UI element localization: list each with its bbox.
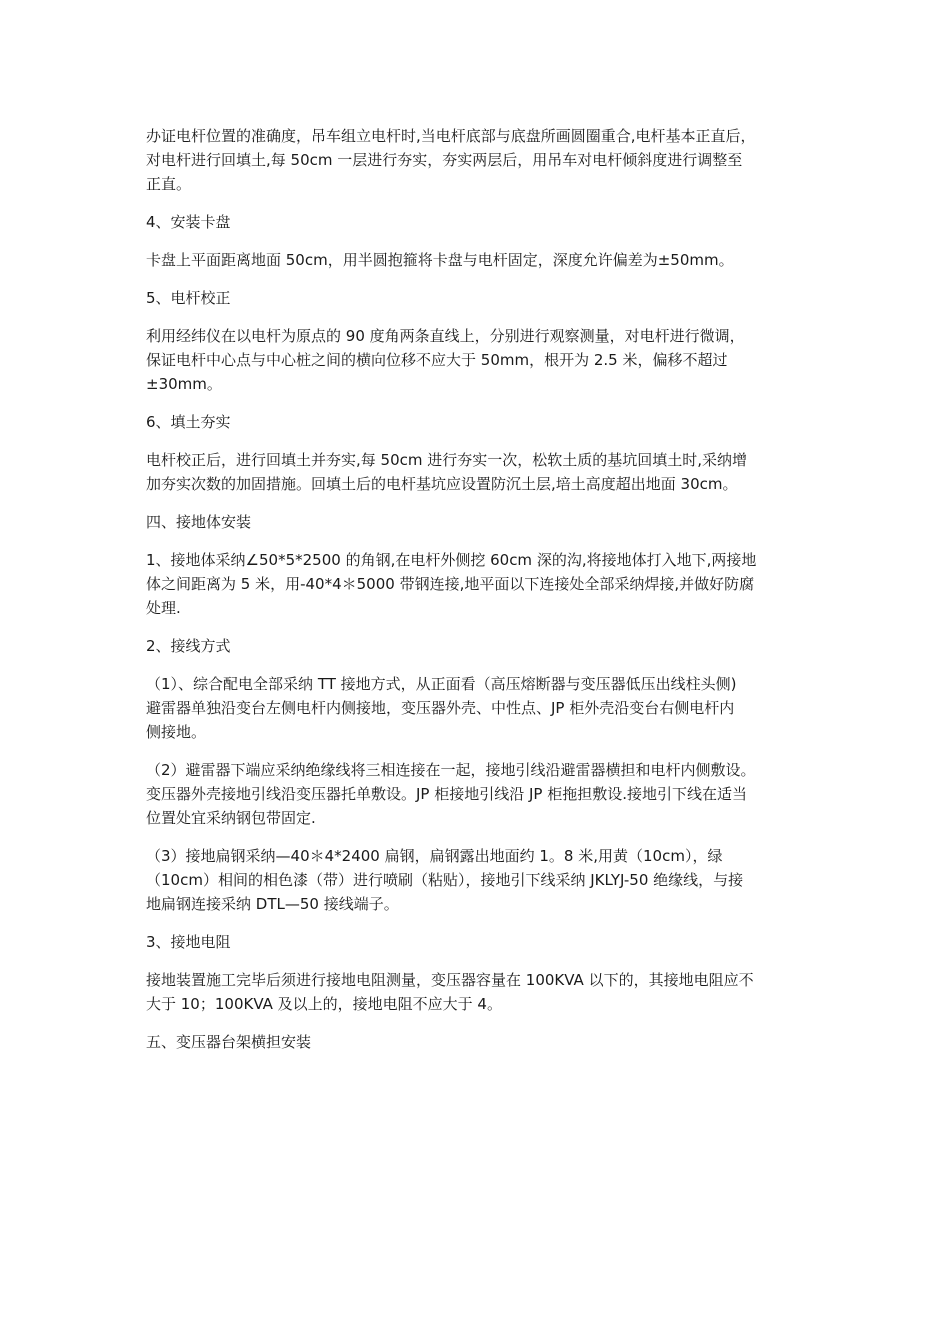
text-line: 电杆校正后，进行回填土并夯实,每 50cm 进行夯实一次，松软土质的基坑回填土时,采纳增 (146, 451, 748, 469)
text-line: 4、安装卡盘 (146, 213, 231, 231)
text-line: 接地装置施工完毕后须进行接地电阻测量，变压器容量在 100KVA 以下的，其接地电阻应不 (146, 971, 754, 989)
text-line: 2、接线方式 (146, 637, 231, 655)
text-line: 正直。 (146, 175, 192, 193)
text-line: 变压器外壳接地引线沿变压器托单敷设。JP 柜接地引线沿 JP 柜拖担敷设.接地引下线在适当 (146, 785, 748, 803)
text-line: （10cm）相间的相色漆（带）进行喷刷（粘贴），接地引下线采纳 JKLYJ-50 绝缘线，与接 (146, 871, 744, 889)
text-line: 避雷器单独沿变台左侧电杆内侧接地，变压器外壳、中性点、JP 柜外壳沿变台右侧电杆内 (146, 699, 735, 717)
text-line: 五、变压器台架横担安装 (146, 1033, 312, 1051)
text-line: 四、接地体安装 (146, 513, 252, 531)
section-heading (146, 210, 816, 234)
section-heading (146, 410, 816, 434)
text-line: 利用经纬仪在以电杆为原点的 90 度角两条直线上，分别进行观察测量，对电杆进行微调， (146, 327, 745, 345)
paragraph (146, 548, 816, 620)
section-heading (146, 510, 816, 534)
text-line: 地扁钢连接采纳 DTL—50 接线端子。 (146, 895, 399, 913)
text-line: 5、电杆校正 (146, 289, 231, 307)
text-line: 对电杆进行回填土,每 50cm 一层进行夯实，夯实两层后，用吊车对电杆倾斜度进行调整至 (146, 151, 743, 169)
text-line: 加夯实次数的加固措施。回填土后的电杆基坑应设置防沉土层,培土高度超出地面 30cm。 (146, 475, 738, 493)
section-heading (146, 634, 816, 658)
paragraph (146, 844, 816, 916)
paragraph (146, 324, 816, 396)
text-line: 办证电杆位置的准确度，吊车组立电杆时,当电杆底部与底盘所画圆圈重合,电杆基本正直后， (146, 127, 756, 145)
text-line: 侧接地。 (146, 723, 207, 741)
text-line: ±30mm。 (146, 375, 222, 393)
text-line: 卡盘上平面距离地面 50cm，用半圆抱箍将卡盘与电杆固定，深度允许偏差为±50mm。 (146, 251, 734, 269)
section-heading (146, 930, 816, 954)
text-line: 3、接地电阻 (146, 933, 231, 951)
paragraph (146, 758, 816, 830)
text-line: 1、接地体采纳∠50*5*2500 的角钢,在电杆外侧挖 60cm 深的沟,将接地体打入地下,两接地 (146, 551, 757, 569)
section-heading (146, 286, 816, 310)
text-line: 保证电杆中心点与中心桩之间的横向位移不应大于 50mm，根开为 2.5 米，偏移不超过 (146, 351, 728, 369)
text-line: 位置处宜采纳钢包带固定. (146, 809, 316, 827)
text-line: （1）、综合配电全部采纳 TT 接地方式，从正面看（高压熔断器与变压器低压出线柱头侧) (146, 675, 737, 693)
paragraph (146, 968, 816, 1016)
paragraph (146, 124, 816, 196)
paragraph (146, 448, 816, 496)
paragraph (146, 672, 816, 744)
text-line: （2）避雷器下端应采纳绝缘线将三相连接在一起，接地引线沿避雷器横担和电杆内侧敷设。 (146, 761, 756, 779)
document-body (146, 124, 816, 1068)
text-line: 处理. (146, 599, 181, 617)
text-line: 大于 10；100KVA 及以上的，接地电阻不应大于 4。 (146, 995, 502, 1013)
text-line: （3）接地扁钢采纳—40＊4*2400 扁钢，扁钢露出地面约 1。8 米,用黄（10cm），绿 (146, 847, 723, 865)
text-line: 体之间距离为 5 米，用-40*4＊5000 带钢连接,地平面以下连接处全部采纳焊接,并做好防腐 (146, 575, 755, 593)
text-line: 6、填土夯实 (146, 413, 231, 431)
section-heading (146, 1030, 816, 1054)
paragraph (146, 248, 816, 272)
